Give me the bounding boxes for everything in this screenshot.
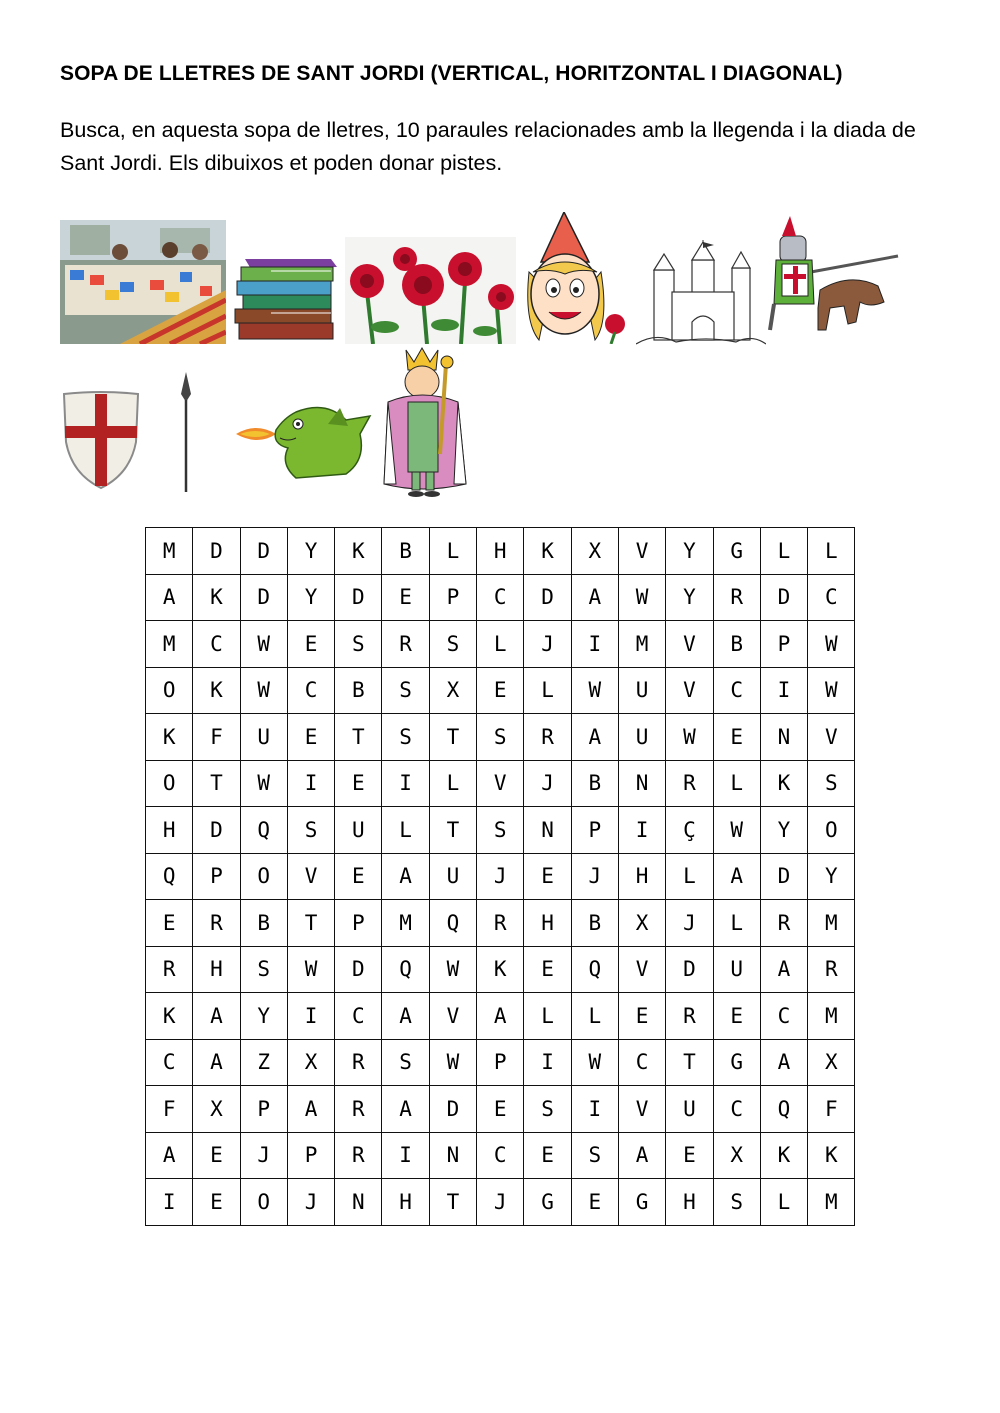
grid-cell[interactable]: P [240, 1086, 287, 1133]
grid-cell[interactable]: S [713, 1179, 760, 1226]
grid-cell[interactable]: S [382, 714, 429, 761]
grid-cell[interactable]: W [287, 946, 334, 993]
books-stack-picture [231, 255, 339, 343]
grid-cell[interactable]: Y [287, 528, 334, 575]
grid-cell[interactable]: X [571, 528, 618, 575]
grid-cell[interactable]: L [760, 528, 807, 575]
grid-cell[interactable]: J [571, 853, 618, 900]
grid-cell[interactable]: L [524, 667, 571, 714]
grid-cell[interactable]: Q [240, 807, 287, 854]
grid-cell[interactable]: W [429, 1039, 476, 1086]
grid-cell[interactable]: S [808, 760, 855, 807]
grid-cell[interactable]: O [146, 667, 193, 714]
grid-cell[interactable]: I [760, 667, 807, 714]
grid-cell[interactable]: Q [382, 946, 429, 993]
grid-cell[interactable]: M [808, 900, 855, 947]
grid-cell[interactable]: E [524, 946, 571, 993]
knight-on-horse-picture [760, 212, 900, 344]
word-search-grid [145, 527, 855, 1226]
grid-cell[interactable]: D [760, 574, 807, 621]
grid-cell[interactable]: D [240, 528, 287, 575]
grid-cell[interactable]: I [146, 1179, 193, 1226]
grid-cell[interactable]: A [760, 1039, 807, 1086]
book-stall-photo [60, 220, 226, 344]
grid-row [146, 667, 855, 714]
grid-cell[interactable]: C [146, 1039, 193, 1086]
grid-cell[interactable]: N [618, 760, 665, 807]
grid-cell[interactable]: X [193, 1086, 240, 1133]
grid-row [146, 807, 855, 854]
grid-cell[interactable]: W [429, 946, 476, 993]
grid-cell[interactable]: N [429, 1132, 476, 1179]
grid-cell[interactable]: G [713, 1039, 760, 1086]
grid-cell[interactable]: W [571, 667, 618, 714]
grid-cell[interactable]: A [193, 993, 240, 1040]
grid-cell[interactable]: D [193, 528, 240, 575]
grid-cell[interactable]: S [240, 946, 287, 993]
grid-cell[interactable]: A [760, 946, 807, 993]
grid-cell[interactable]: S [287, 807, 334, 854]
grid-row [146, 993, 855, 1040]
grid-cell[interactable]: K [760, 1132, 807, 1179]
grid-cell[interactable]: M [382, 900, 429, 947]
grid-row [146, 1132, 855, 1179]
grid-cell[interactable]: E [146, 900, 193, 947]
grid-cell[interactable]: L [477, 621, 524, 668]
grid-cell[interactable]: I [618, 807, 665, 854]
grid-cell[interactable]: A [382, 993, 429, 1040]
grid-cell[interactable]: O [240, 853, 287, 900]
grid-cell[interactable]: A [382, 853, 429, 900]
grid-cell[interactable]: H [193, 946, 240, 993]
grid-cell[interactable]: B [382, 528, 429, 575]
instructions: Busca, en aquesta sopa de lletres, 10 paraules relacionades amb la llegenda i la diada de Sant Jordi. Els dibuixos et poden donar pistes. [60, 118, 916, 175]
grid-cell[interactable]: V [618, 528, 665, 575]
grid-cell[interactable]: G [618, 1179, 665, 1226]
grid-cell[interactable]: Y [287, 574, 334, 621]
grid-cell[interactable]: C [808, 574, 855, 621]
grid-row [146, 621, 855, 668]
grid-cell[interactable]: T [666, 1039, 713, 1086]
grid-cell[interactable]: B [335, 667, 382, 714]
grid-row [146, 714, 855, 761]
grid-cell[interactable]: I [571, 621, 618, 668]
grid-cell[interactable]: C [760, 993, 807, 1040]
grid-cell[interactable]: C [477, 1132, 524, 1179]
grid-cell[interactable]: L [713, 900, 760, 947]
grid-cell[interactable]: K [335, 528, 382, 575]
grid-cell[interactable]: U [240, 714, 287, 761]
grid-cell[interactable]: W [240, 621, 287, 668]
grid-cell[interactable]: S [429, 621, 476, 668]
grid-cell[interactable]: C [618, 1039, 665, 1086]
grid-cell[interactable]: J [240, 1132, 287, 1179]
grid-cell[interactable]: X [618, 900, 665, 947]
grid-cell[interactable]: Q [146, 853, 193, 900]
grid-cell[interactable]: C [287, 667, 334, 714]
grid-cell[interactable]: C [477, 574, 524, 621]
grid-cell[interactable]: J [477, 1179, 524, 1226]
grid-cell[interactable]: B [713, 621, 760, 668]
grid-cell[interactable]: R [760, 900, 807, 947]
grid-cell[interactable]: S [382, 667, 429, 714]
grid-cell[interactable]: M [618, 621, 665, 668]
grid-cell[interactable]: S [335, 621, 382, 668]
grid-cell[interactable]: T [429, 714, 476, 761]
grid-cell[interactable]: W [713, 807, 760, 854]
grid-cell[interactable]: E [477, 667, 524, 714]
grid-cell[interactable]: S [477, 714, 524, 761]
grid-cell[interactable]: Ç [666, 807, 713, 854]
grid-cell[interactable]: T [193, 760, 240, 807]
grid-cell[interactable]: V [808, 714, 855, 761]
grid-cell[interactable]: E [666, 1132, 713, 1179]
grid-cell[interactable]: M [146, 621, 193, 668]
grid-cell[interactable]: D [760, 853, 807, 900]
grid-cell[interactable]: Y [240, 993, 287, 1040]
grid-row [146, 1039, 855, 1086]
grid-cell[interactable]: L [571, 993, 618, 1040]
grid-cell[interactable]: E [713, 714, 760, 761]
grid-cell[interactable]: P [571, 807, 618, 854]
grid-cell[interactable]: A [146, 1132, 193, 1179]
castle-picture [636, 240, 766, 345]
grid-cell[interactable]: L [760, 1179, 807, 1226]
grid-cell[interactable]: Y [808, 853, 855, 900]
grid-cell[interactable]: K [808, 1132, 855, 1179]
grid-cell[interactable]: U [429, 853, 476, 900]
grid-cell[interactable]: D [240, 574, 287, 621]
grid-cell[interactable]: I [287, 760, 334, 807]
grid-row [146, 1179, 855, 1226]
grid-cell[interactable]: R [477, 900, 524, 947]
grid-cell[interactable]: A [193, 1039, 240, 1086]
grid-row [146, 760, 855, 807]
grid-cell[interactable]: H [146, 807, 193, 854]
grid-cell[interactable]: V [429, 993, 476, 1040]
grid-cell[interactable]: A [146, 574, 193, 621]
grid-cell[interactable]: E [477, 1086, 524, 1133]
grid-cell[interactable]: V [666, 667, 713, 714]
grid-cell[interactable]: H [666, 1179, 713, 1226]
grid-cell[interactable]: F [808, 1086, 855, 1133]
grid-cell[interactable]: Q [571, 946, 618, 993]
grid-cell[interactable]: V [618, 946, 665, 993]
worksheet-title: SOPA DE LLETRES DE SANT JORDI (VERTICAL, HORITZONTAL I DIAGONAL) [60, 62, 843, 85]
grid-cell[interactable]: T [429, 1179, 476, 1226]
grid-cell[interactable]: E [524, 853, 571, 900]
grid-cell[interactable]: W [666, 714, 713, 761]
dragon-picture [236, 404, 376, 482]
grid-cell[interactable]: K [146, 993, 193, 1040]
grid-cell[interactable]: O [808, 807, 855, 854]
grid-cell[interactable]: D [429, 1086, 476, 1133]
grid-cell[interactable]: R [335, 1132, 382, 1179]
grid-cell[interactable]: Y [666, 528, 713, 575]
grid-cell[interactable]: D [335, 574, 382, 621]
grid-cell[interactable]: B [571, 760, 618, 807]
grid-row [146, 946, 855, 993]
grid-cell[interactable]: R [335, 1086, 382, 1133]
grid-cell[interactable]: U [713, 946, 760, 993]
grid-cell[interactable]: R [335, 1039, 382, 1086]
grid-cell[interactable]: X [429, 667, 476, 714]
grid-cell[interactable]: A [713, 853, 760, 900]
grid-cell[interactable]: L [429, 760, 476, 807]
grid-cell[interactable]: C [713, 1086, 760, 1133]
grid-cell[interactable]: P [429, 574, 476, 621]
grid-cell[interactable]: L [429, 528, 476, 575]
grid-cell[interactable]: O [240, 1179, 287, 1226]
grid-cell[interactable]: E [287, 714, 334, 761]
grid-cell[interactable]: B [240, 900, 287, 947]
grid-cell[interactable]: S [524, 1086, 571, 1133]
grid-cell[interactable]: D [666, 946, 713, 993]
grid-cell[interactable]: T [335, 714, 382, 761]
grid-cell[interactable]: U [335, 807, 382, 854]
grid-cell[interactable]: H [382, 1179, 429, 1226]
grid-cell[interactable]: A [571, 574, 618, 621]
grid-cell[interactable]: E [287, 621, 334, 668]
grid-cell[interactable]: L [382, 807, 429, 854]
shield-picture [60, 390, 142, 490]
grid-cell[interactable]: V [477, 760, 524, 807]
grid-cell[interactable]: K [193, 667, 240, 714]
grid-cell[interactable]: I [382, 760, 429, 807]
grid-cell[interactable]: E [382, 574, 429, 621]
grid-cell[interactable]: Y [760, 807, 807, 854]
grid-cell[interactable]: Q [429, 900, 476, 947]
grid-cell[interactable]: E [571, 1179, 618, 1226]
grid-cell[interactable]: R [666, 993, 713, 1040]
grid-cell[interactable]: A [618, 1132, 665, 1179]
grid-row [146, 574, 855, 621]
grid-cell[interactable]: L [524, 993, 571, 1040]
grid-cell[interactable]: E [193, 1132, 240, 1179]
grid-cell[interactable]: K [524, 528, 571, 575]
grid-cell[interactable]: X [287, 1039, 334, 1086]
grid-cell[interactable]: F [146, 1086, 193, 1133]
grid-cell[interactable]: D [524, 574, 571, 621]
grid-cell[interactable]: Q [760, 1086, 807, 1133]
grid-cell[interactable]: I [571, 1086, 618, 1133]
grid-cell[interactable]: G [524, 1179, 571, 1226]
grid-cell[interactable]: S [477, 807, 524, 854]
grid-cell[interactable]: W [240, 760, 287, 807]
grid-cell[interactable]: P [287, 1132, 334, 1179]
grid-cell[interactable]: X [808, 1039, 855, 1086]
grid-cell[interactable]: M [146, 528, 193, 575]
grid-cell[interactable]: K [760, 760, 807, 807]
grid-cell[interactable]: J [524, 760, 571, 807]
grid-cell[interactable]: L [666, 853, 713, 900]
grid-cell[interactable]: J [477, 853, 524, 900]
grid-cell[interactable]: A [382, 1086, 429, 1133]
grid-cell[interactable]: C [193, 621, 240, 668]
grid-cell[interactable]: D [193, 807, 240, 854]
grid-cell[interactable]: E [713, 993, 760, 1040]
grid-cell[interactable]: H [477, 528, 524, 575]
grid-cell[interactable]: C [335, 993, 382, 1040]
grid-cell[interactable]: J [287, 1179, 334, 1226]
grid-cell[interactable]: R [666, 760, 713, 807]
grid-cell[interactable]: H [524, 900, 571, 947]
grid-cell[interactable]: A [477, 993, 524, 1040]
grid-cell[interactable]: U [618, 714, 665, 761]
grid-cell[interactable]: S [382, 1039, 429, 1086]
king-picture [380, 344, 478, 497]
grid-row [146, 900, 855, 947]
grid-cell[interactable]: W [571, 1039, 618, 1086]
grid-cell[interactable]: P [760, 621, 807, 668]
grid-cell[interactable]: E [524, 1132, 571, 1179]
grid-cell[interactable]: V [666, 621, 713, 668]
grid-cell[interactable]: R [193, 900, 240, 947]
grid-row [146, 1086, 855, 1133]
grid-cell[interactable]: L [808, 528, 855, 575]
princess-picture [519, 212, 629, 344]
grid-cell[interactable]: T [429, 807, 476, 854]
grid-cell[interactable]: W [808, 621, 855, 668]
grid-cell[interactable]: R [808, 946, 855, 993]
grid-cell[interactable]: I [287, 993, 334, 1040]
grid-cell[interactable]: P [477, 1039, 524, 1086]
grid-cell[interactable]: E [335, 853, 382, 900]
grid-cell[interactable]: S [571, 1132, 618, 1179]
grid-cell[interactable]: W [240, 667, 287, 714]
grid-row [146, 528, 855, 575]
grid-cell[interactable]: L [713, 760, 760, 807]
grid-cell[interactable]: R [146, 946, 193, 993]
spear-picture [174, 372, 198, 494]
grid-cell[interactable]: R [382, 621, 429, 668]
grid-cell[interactable]: C [713, 667, 760, 714]
grid-cell[interactable]: R [713, 574, 760, 621]
grid-cell[interactable]: E [193, 1179, 240, 1226]
grid-cell[interactable]: D [335, 946, 382, 993]
grid-cell[interactable]: N [524, 807, 571, 854]
grid-cell[interactable]: T [287, 900, 334, 947]
grid-cell[interactable]: W [618, 574, 665, 621]
grid-cell[interactable]: X [713, 1132, 760, 1179]
grid-cell[interactable]: Y [666, 574, 713, 621]
roses-photo [345, 237, 516, 344]
grid-cell[interactable]: V [287, 853, 334, 900]
grid-cell[interactable]: Z [240, 1039, 287, 1086]
grid-cell[interactable]: K [477, 946, 524, 993]
grid-cell[interactable]: P [335, 900, 382, 947]
grid-cell[interactable]: H [618, 853, 665, 900]
grid-cell[interactable]: F [193, 714, 240, 761]
grid-cell[interactable]: J [666, 900, 713, 947]
grid-cell[interactable]: P [193, 853, 240, 900]
grid-cell[interactable]: I [524, 1039, 571, 1086]
grid-cell[interactable]: K [193, 574, 240, 621]
grid-cell[interactable]: I [382, 1132, 429, 1179]
grid-cell[interactable]: R [524, 714, 571, 761]
grid-cell[interactable]: A [571, 714, 618, 761]
grid-cell[interactable]: V [618, 1086, 665, 1133]
grid-row [146, 853, 855, 900]
grid-cell[interactable]: M [808, 1179, 855, 1226]
grid-cell[interactable]: B [571, 900, 618, 947]
grid-cell[interactable]: E [618, 993, 665, 1040]
grid-cell[interactable]: N [760, 714, 807, 761]
grid-cell[interactable]: N [335, 1179, 382, 1226]
grid-cell[interactable]: W [808, 667, 855, 714]
grid-cell[interactable]: M [808, 993, 855, 1040]
grid-cell[interactable]: J [524, 621, 571, 668]
grid-cell[interactable]: E [335, 760, 382, 807]
grid-cell[interactable]: O [146, 760, 193, 807]
grid-cell[interactable]: U [666, 1086, 713, 1133]
grid-cell[interactable]: K [146, 714, 193, 761]
grid-cell[interactable]: U [618, 667, 665, 714]
grid-cell[interactable]: G [713, 528, 760, 575]
grid-cell[interactable]: A [287, 1086, 334, 1133]
